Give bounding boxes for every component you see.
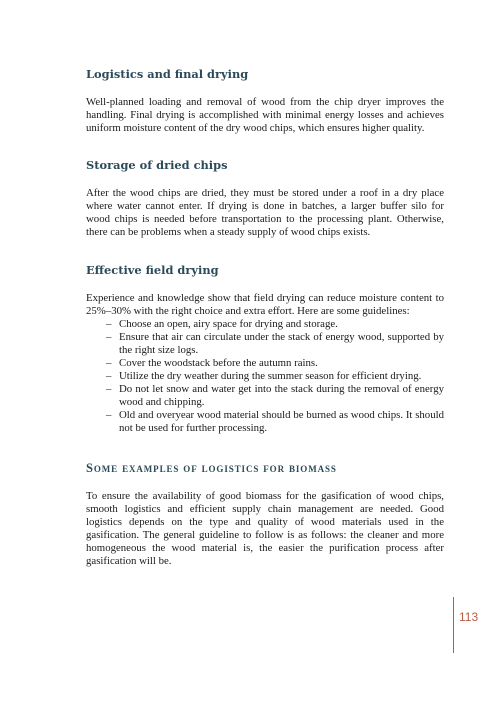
section-paragraph: After the wood chips are dried, they must be stored under a roof in a dry place where water cannot enter. If drying is done in batches, a larger buffer silo for wood chips is needed before transportation to the processing plant. Otherwise, there can be problems when a steady supply of wood chips exists.	[86, 187, 444, 238]
section-logistics-final-drying	[86, 66, 444, 135]
dash-marker: –	[106, 357, 112, 369]
dash-marker: –	[106, 370, 112, 382]
list-item-text: Utilize the dry weather during the summer season for efficient drying.	[119, 370, 422, 382]
dash-marker: –	[106, 331, 112, 343]
list-item	[106, 357, 444, 370]
list-item	[106, 409, 444, 435]
page-number: 113	[459, 610, 479, 624]
list-item	[106, 383, 444, 409]
section-storage-dried-chips	[86, 157, 444, 239]
section-heading: Storage of dried chips	[86, 158, 228, 172]
section-paragraph: Experience and knowledge show that field drying can reduce moisture content to 25%–30% with the right choice and extra effort. Here are some guidelines:	[86, 292, 444, 317]
guidelines-list	[86, 318, 444, 435]
list-item	[106, 370, 444, 383]
section-logistics-for-biomass	[86, 460, 444, 568]
dash-marker: –	[106, 383, 112, 395]
list-item	[106, 318, 444, 331]
list-item-text: Ensure that air can circulate under the stack of energy wood, supported by the right size logs.	[119, 331, 444, 356]
list-item-text: Cover the woodstack before the autumn rains.	[119, 357, 318, 369]
section-paragraph: Well-planned loading and removal of wood from the chip dryer improves the handling. Final drying is accomplished with minimal energy losses and achieves uniform moisture content of the dry wood chips, which ensures higher quality.	[86, 96, 444, 134]
section-heading: Effective field drying	[86, 263, 219, 277]
list-item-text: Old and overyear wood material should be burned as wood chips. It should not be used for further processing.	[119, 409, 444, 434]
chapter-heading: Some examples of logistics for biomass	[86, 461, 337, 475]
section-effective-field-drying	[86, 262, 444, 435]
section-paragraph: To ensure the availability of good biomass for the gasification of wood chips, smooth logistics and efficient supply chain management are needed. Good logistics depends on the type and quality of wood materials used in the gasification. The general guideline to follow is as follows: the cleaner and more homogeneous the wood material is, the easier the purification process after gasification will be.	[86, 490, 444, 567]
page-content	[86, 66, 444, 592]
dash-marker: –	[106, 318, 112, 330]
dash-marker: –	[106, 409, 112, 421]
list-item	[106, 331, 444, 357]
list-item-text: Do not let snow and water get into the stack during the removal of energy wood and chipping.	[119, 383, 444, 408]
list-item-text: Choose an open, airy space for drying and storage.	[119, 318, 338, 330]
section-heading: Logistics and final drying	[86, 67, 249, 81]
page-number-rule	[453, 597, 454, 653]
